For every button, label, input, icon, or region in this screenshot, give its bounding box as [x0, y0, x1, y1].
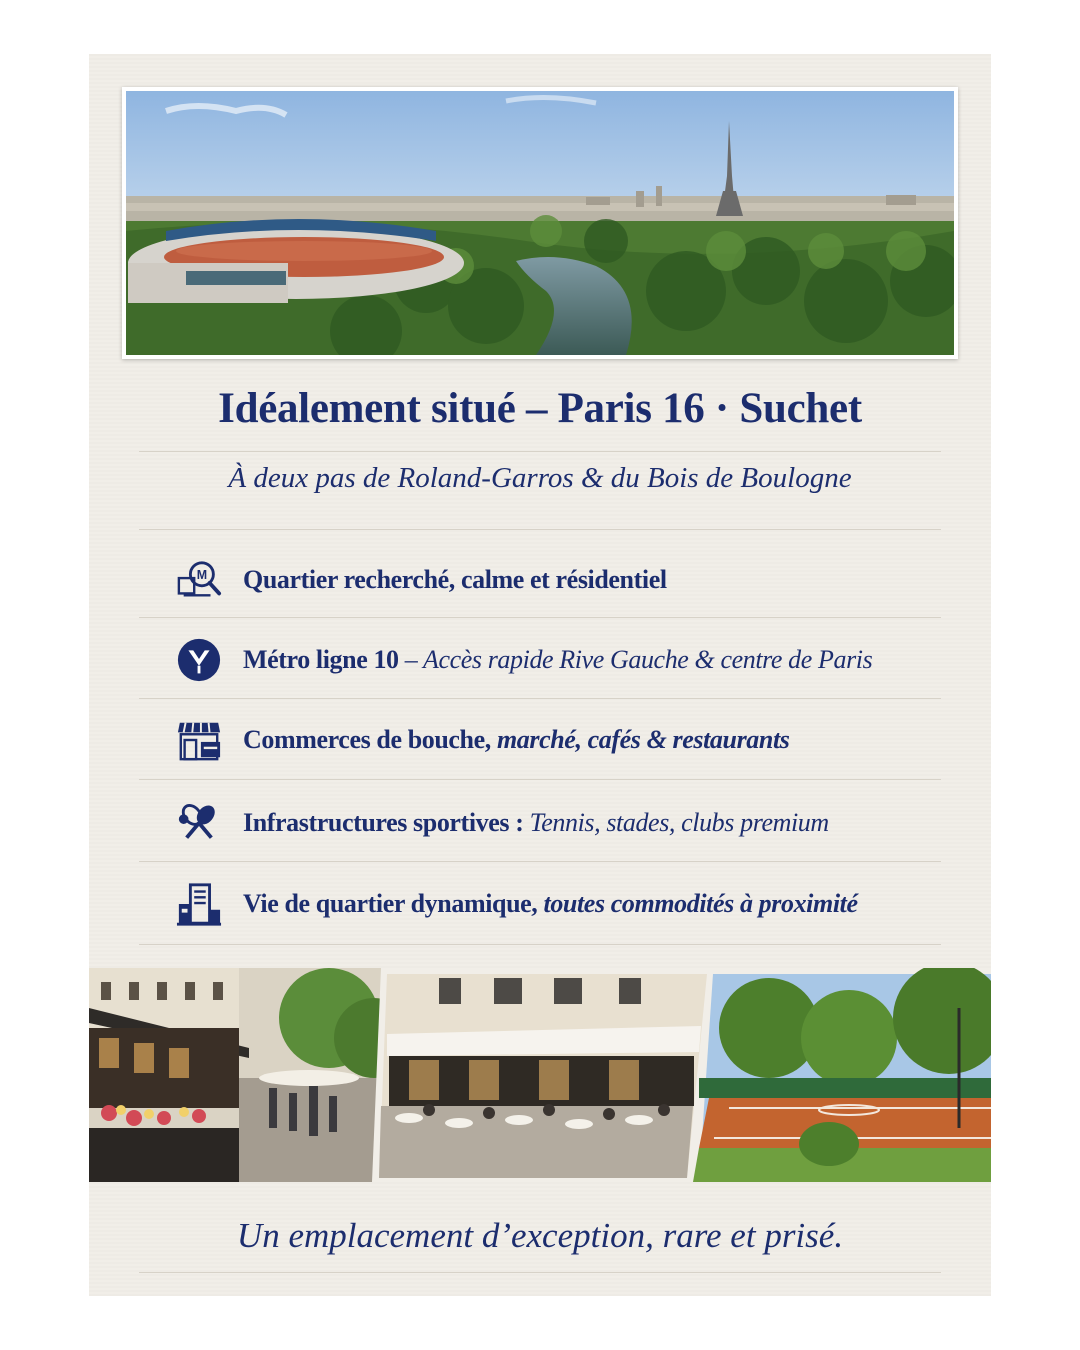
divider	[139, 944, 941, 945]
feature-text: Quartier recherché, calme et résidentiel	[243, 565, 667, 594]
storefront-icon	[173, 716, 225, 764]
feature-neighborhood	[173, 556, 667, 604]
svg-text:M: M	[196, 568, 208, 583]
feature-text-strong: Infrastructures sportives :	[243, 808, 530, 837]
divider	[139, 451, 941, 452]
divider	[139, 779, 941, 780]
divider	[139, 861, 941, 862]
divider	[139, 529, 941, 530]
divider	[139, 698, 941, 699]
market-street-photo	[89, 968, 414, 1182]
cafe-terrace-photo	[372, 968, 709, 1182]
feature-text-detail: marché, cafés & restaurants	[496, 725, 790, 754]
feature-text-detail: – Accès rapide Rive Gauche & centre de Paris	[398, 645, 873, 674]
location-card	[89, 54, 991, 1296]
tennis-court-photo	[693, 968, 991, 1182]
feature-text-strong: Métro ligne 10	[243, 645, 399, 674]
metro-badge-icon	[173, 636, 225, 684]
divider	[139, 617, 941, 618]
feature-text-detail: Tennis, stades, clubs premium	[529, 808, 829, 837]
buildings-icon	[173, 880, 225, 928]
photo-strip	[89, 968, 991, 1186]
feature-shops	[173, 716, 790, 764]
feature-metro	[173, 636, 872, 684]
tagline: Un emplacement d’exception, rare et prisé.	[236, 1216, 844, 1255]
magnifier-map-icon	[173, 556, 225, 604]
feature-text-strong: Vie de quartier dynamique,	[243, 889, 544, 918]
divider	[139, 1272, 941, 1273]
feature-neighborhood-life	[173, 880, 858, 928]
feature-sports	[173, 799, 829, 847]
feature-text-detail: toutes commodités à proximité	[543, 889, 858, 918]
feature-text-strong: Commerces de bouche,	[243, 725, 497, 754]
page-subtitle: À deux pas de Roland-Garros & du Bois de Boulogne	[228, 462, 852, 494]
tennis-rackets-icon	[173, 799, 225, 847]
page-title: Idéalement situé – Paris 16 · Suchet	[218, 385, 862, 432]
hero-paris-panorama-image	[122, 87, 958, 359]
